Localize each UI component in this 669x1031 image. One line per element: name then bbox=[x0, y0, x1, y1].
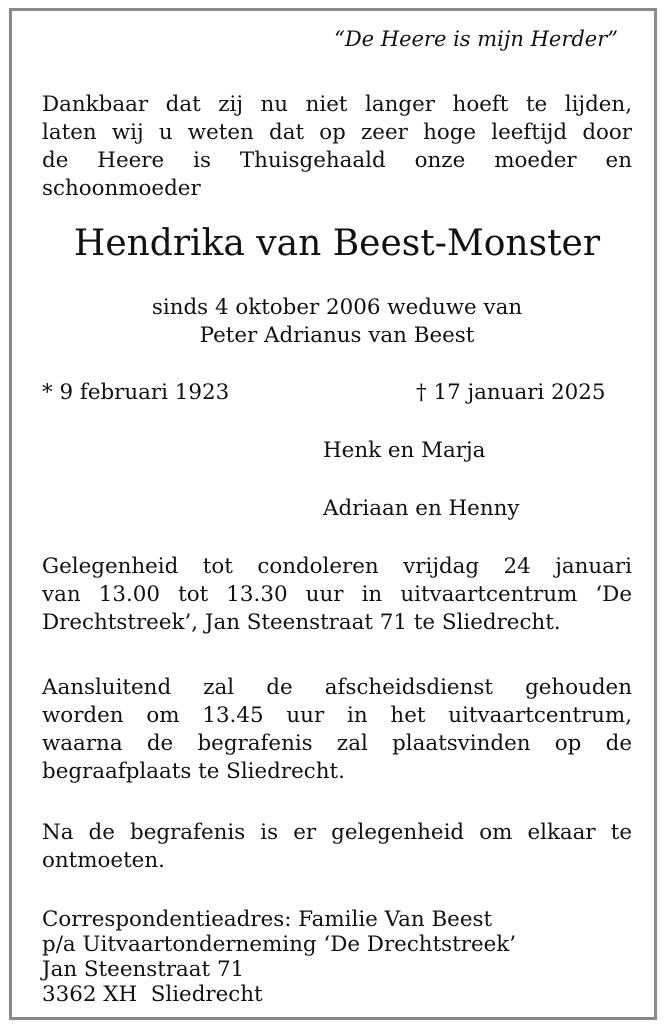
correspondence-line-1: Correspondentieadres: Familie Van Beest bbox=[42, 907, 493, 932]
announcement-line: Dankbaar dat zij nu niet langer hoeft te lijden, bbox=[42, 92, 632, 117]
notice-frame bbox=[9, 8, 657, 1020]
announcement-paragraph bbox=[42, 91, 632, 203]
death-date: † 17 januari 2025 bbox=[416, 380, 606, 405]
gathering-line: Na de begrafenis is er gelegenheid om elkaar te bbox=[42, 820, 632, 845]
gathering-line: ontmoeten. bbox=[42, 848, 165, 873]
announcement-line: laten wij u weten dat op zeer hoge leeftijd door bbox=[42, 120, 632, 145]
correspondence-line-3: Jan Steenstraat 71 bbox=[42, 957, 245, 982]
condolence-paragraph bbox=[42, 553, 632, 637]
service-paragraph bbox=[42, 674, 632, 786]
deceased-name: Hendrika van Beest-Monster bbox=[73, 223, 601, 264]
condolence-line: Drechtstreek’, Jan Steenstraat 71 te Sliedrecht. bbox=[42, 610, 561, 635]
announcement-line: de Heere is Thuisgehaald onze moeder en bbox=[42, 148, 632, 173]
gathering-paragraph bbox=[42, 819, 632, 875]
correspondence-line-2: p/a Uitvaartonderneming ‘De Drechtstreek’ bbox=[42, 932, 517, 957]
birth-date: * 9 februari 1923 bbox=[42, 380, 230, 405]
widow-line-1: sinds 4 oktober 2006 weduwe van bbox=[151, 295, 523, 320]
condolence-line: van 13.00 tot 13.30 uur in uitvaartcentrum ‘De bbox=[42, 582, 632, 607]
service-line: waarna de begrafenis zal plaatsvinden op de bbox=[42, 731, 632, 756]
children-line-2: Adriaan en Henny bbox=[323, 496, 520, 521]
announcement-line: schoonmoeder bbox=[42, 176, 201, 201]
condolence-line: Gelegenheid tot condoleren vrijdag 24 januari bbox=[42, 554, 632, 579]
service-line: worden om 13.45 uur in het uitvaartcentrum, bbox=[42, 703, 632, 728]
service-line: begraafplaats te Sliedrecht. bbox=[42, 759, 345, 784]
motto-quote: “De Heere is mijn Herder” bbox=[334, 27, 618, 51]
correspondence-line-4: 3362 XH Sliedrecht bbox=[42, 982, 263, 1007]
widow-line-2: Peter Adrianus van Beest bbox=[199, 323, 475, 348]
service-line: Aansluitend zal de afscheidsdienst gehouden bbox=[42, 675, 632, 700]
children-line-1: Henk en Marja bbox=[323, 438, 486, 463]
